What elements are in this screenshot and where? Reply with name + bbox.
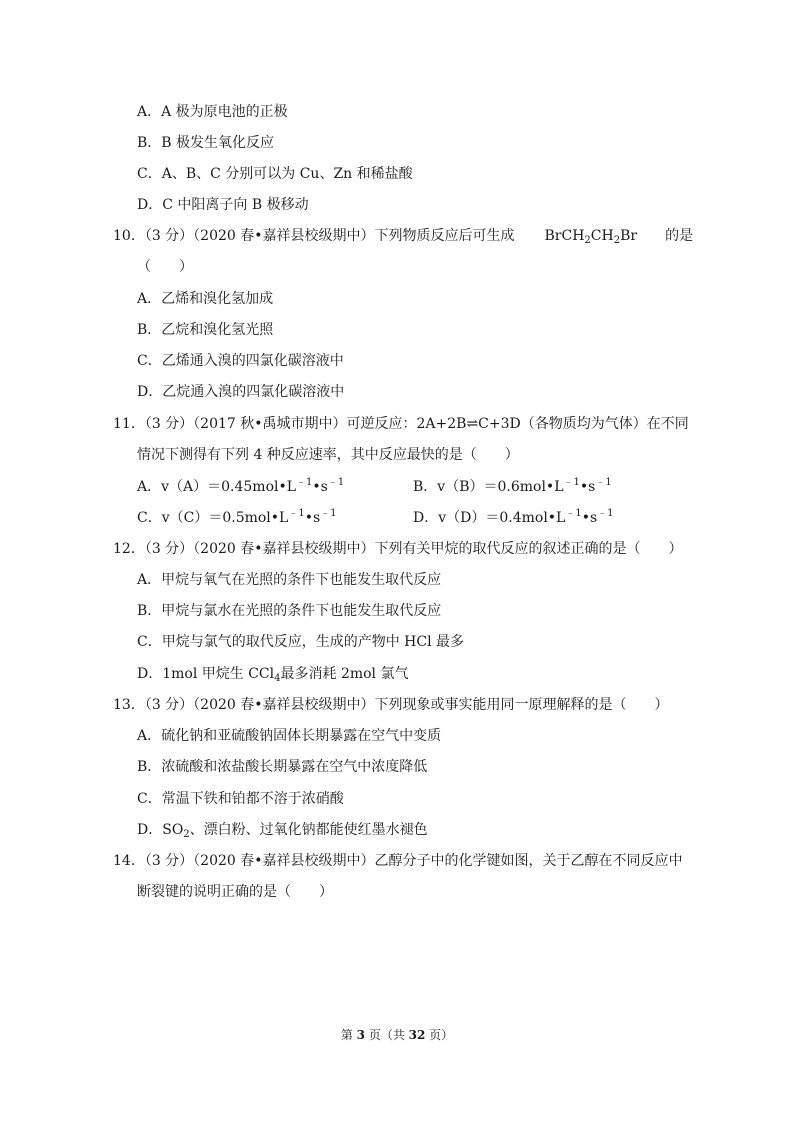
q11-option-b: B．$v(B)=0.6mol•L^{﹣1}•s^{﹣1}$ <box>413 477 612 495</box>
page-footer: 第 3 页（共 32 页） <box>340 1028 454 1042</box>
q10-option-c: C．乙烯通入溴的四氯化碳溶液中 <box>137 353 344 369</box>
page-number: 3 <box>356 1028 365 1042</box>
q10-formula: $BrCH_2CH_2Br$ <box>544 228 638 246</box>
q9-option-c: C．A、B、C 分别可以为 Cu、Zn 和稀盐酸 <box>137 166 413 182</box>
q13-option-c: C．常温下铁和铂都不溶于浓硝酸 <box>137 791 344 807</box>
q14-stem-line1: 14．（3 分）（2020 春•嘉祥县校级期中）乙醇分子中的化学键如图，关于乙醇在不同反应中 <box>113 853 683 869</box>
q10-option-a: A．乙烯和溴化氢加成 <box>137 291 274 307</box>
q11-option-c: C．$v(C)=0.5mol•L^{﹣1}•s^{﹣1}$ <box>137 508 337 526</box>
q13-stem: 13．（3 分）（2020 春•嘉祥县校级期中）下列现象或事实能用同一原理解释的是（ ） <box>113 697 669 713</box>
q12-stem: 12．（3 分）（2020 春•嘉祥县校级期中）下列有关甲烷的取代反应的叙述正确的是（ ） <box>113 541 683 557</box>
q11-stem-line1: 11．（3 分）（2017 秋•禹城市期中）可逆反应：2A+2B⇌C+3D（各物质均为气体）在不同 <box>113 416 689 432</box>
q13-option-b: B．浓硫酸和浓盐酸长期暴露在空气中浓度降低 <box>137 759 428 775</box>
q10-answer-paren: （ ） <box>137 259 193 275</box>
q12-option-d: D．1mol 甲烷生 CCl$_4$最多消耗 2mol 氯气 <box>137 666 409 684</box>
q12-option-b: B．甲烷与氯水在光照的条件下也能发生取代反应 <box>137 603 442 619</box>
q10-option-b: B．乙烷和溴化氢光照 <box>137 322 274 338</box>
q10-stem-prefix: 10．（3 分）（2020 春•嘉祥县校级期中）下列物质反应后可生成 <box>113 228 515 244</box>
q13-option-d: D．$SO_2$、漂白粉、过氧化钠都能使红墨水褪色 <box>137 822 428 840</box>
q14-stem-line2: 断裂键的说明正确的是（ ） <box>137 884 333 900</box>
q12-option-a: A．甲烷与氧气在光照的条件下也能发生取代反应 <box>137 572 442 588</box>
q12-option-c: C．甲烷与氯气的取代反应，生成的产物中 HCl 最多 <box>137 634 465 650</box>
q9-option-a: A．A 极为原电池的正极 <box>137 104 288 120</box>
page-total: 32 <box>408 1028 426 1042</box>
q11-option-a: A．$v(A)=0.45mol•L^{﹣1}•s^{﹣1}$ <box>137 477 345 495</box>
q11-stem-line2: 情况下测得有下列 4 种反应速率，其中反应最快的是（ ） <box>137 447 519 463</box>
q9-option-b: B．B 极发生氧化反应 <box>137 135 275 151</box>
q10-stem-suffix: 的是 <box>665 228 694 244</box>
q9-option-d: D．C 中阳离子向 B 极移动 <box>137 197 309 213</box>
q13-option-a: A．硫化钠和亚硫酸钠固体长期暴露在空气中变质 <box>137 728 442 744</box>
q10-stem <box>113 226 693 246</box>
q11-option-d: D．$v(D)=0.4mol•L^{﹣1}•s^{﹣1}$ <box>413 508 614 526</box>
q10-option-d: D．乙烷通入溴的四氯化碳溶液中 <box>137 384 345 400</box>
